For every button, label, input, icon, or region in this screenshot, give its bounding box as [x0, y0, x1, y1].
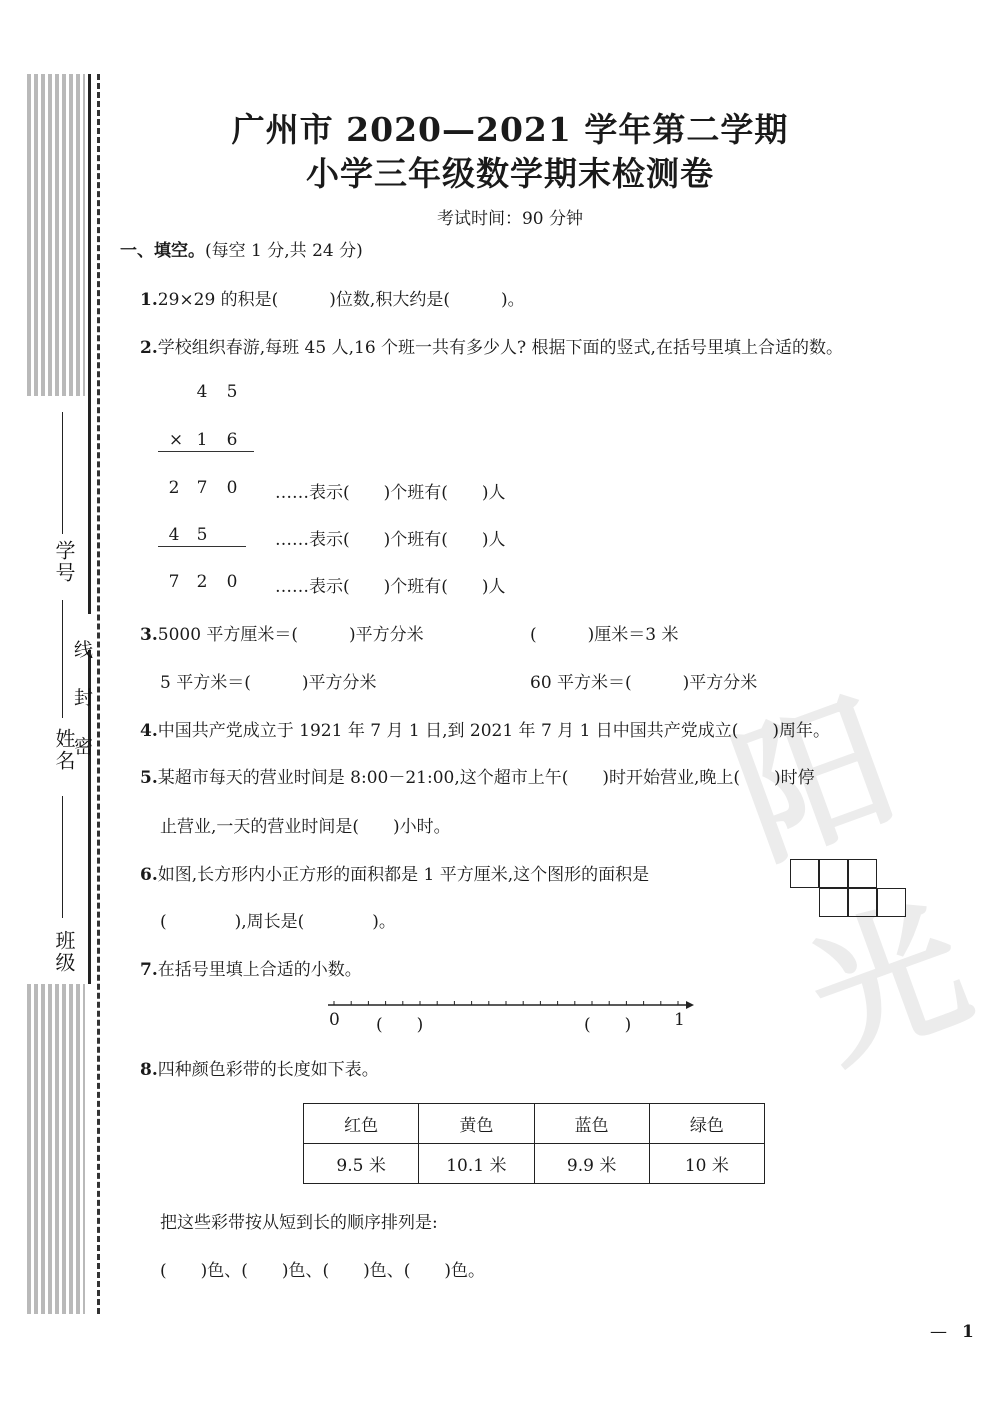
digit: 5 — [196, 525, 208, 545]
question-3c: 5 平方米＝( )平方分米 — [160, 673, 377, 693]
page-number: 1 — [962, 1322, 974, 1342]
unit-square — [790, 859, 819, 888]
digit: 1 — [196, 430, 208, 450]
name-label: 姓名 — [52, 728, 76, 772]
digit: 0 — [226, 572, 238, 592]
table-header-cell: 黄色 — [419, 1104, 534, 1144]
digit: 4 — [168, 525, 180, 545]
question-6-line2: ( ),周长是( )。 — [160, 912, 396, 932]
question-text: 5000 平方厘米＝( )平方分米 — [157, 625, 424, 645]
table-header-row — [304, 1104, 765, 1144]
question-6 — [140, 860, 649, 885]
sum-line — [158, 546, 246, 547]
unit-square — [819, 859, 848, 888]
student-id-label: 学号 — [52, 540, 76, 584]
question-7 — [140, 955, 362, 980]
unit-square — [848, 888, 877, 917]
exam-time: 考试时间：90 分钟 — [436, 209, 584, 229]
question-number: 2. — [140, 338, 158, 358]
question-text: 中国共产党成立于 1921 年 7 月 1 日,到 2021 年 7 月 1 日中国共产党成立( )周年。 — [157, 721, 831, 741]
question-number: 8. — [140, 1060, 158, 1080]
digit: 4 — [196, 382, 208, 402]
title-line-2: 小学三年级数学期末检测卷 — [306, 154, 714, 193]
table-cell: 9.5 米 — [304, 1144, 419, 1184]
explain-line: ……表示( )个班有( )人 — [275, 577, 506, 597]
number-line-label-end: 1 — [674, 1010, 685, 1030]
table-header-cell: 蓝色 — [534, 1104, 649, 1144]
table-header-cell: 绿色 — [649, 1104, 764, 1144]
name-underline — [62, 600, 63, 718]
unit-square — [877, 888, 906, 917]
digit: 2 — [168, 478, 180, 498]
number-line-ticks — [334, 1001, 678, 1005]
question-number: 3. — [140, 625, 158, 645]
unit-square — [819, 888, 848, 917]
class-label: 班级 — [52, 930, 76, 974]
sum-line — [158, 451, 254, 452]
table-cell: 10 米 — [649, 1144, 764, 1184]
footer-dash: — — [930, 1322, 947, 1342]
table-header-cell: 红色 — [304, 1104, 419, 1144]
question-number: 1. — [140, 290, 158, 310]
unit-square — [848, 859, 877, 888]
question-number: 4. — [140, 721, 158, 741]
number-line-label-start: 0 — [329, 1010, 340, 1030]
question-number: 6. — [140, 865, 158, 885]
question-5-line2: 止营业,一天的营业时间是( )小时。 — [160, 817, 451, 837]
binding-dashed-line — [97, 74, 100, 1314]
watermark: 阳光 — [715, 673, 990, 1092]
question-8 — [140, 1055, 379, 1080]
question-number: 5. — [140, 768, 158, 788]
explain-line: ……表示( )个班有( )人 — [275, 530, 506, 550]
section-heading-text: 一、填空。 — [120, 241, 205, 261]
question-number: 7. — [140, 960, 158, 980]
title-line-1: 广州市 2020—2021 学年第二学期 — [231, 110, 789, 149]
digit: 5 — [226, 382, 238, 402]
question-4 — [140, 716, 830, 741]
digit: 2 — [196, 572, 208, 592]
number-line-blank-2: ( ) — [584, 1015, 632, 1035]
digit: 7 — [196, 478, 208, 498]
question-text: 29×29 的积是( )位数,积大约是( )。 — [157, 290, 525, 310]
section-heading — [120, 236, 363, 261]
number-line-blank-1: ( ) — [376, 1015, 424, 1035]
section-score-note: (每空 1 分,共 24 分) — [205, 241, 363, 261]
seal-char-line: 线 — [74, 639, 94, 661]
question-text: 如图,长方形内小正方形的面积都是 1 平方厘米,这个图形的面积是 — [157, 865, 650, 885]
ribbon-length-table — [303, 1103, 765, 1184]
question-3b: ( )厘米＝3 米 — [530, 625, 679, 645]
explain-line: ……表示( )个班有( )人 — [275, 483, 506, 503]
question-8-answer: ( )色、( )色、( )色、( )色。 — [160, 1261, 486, 1281]
question-text: 在括号里填上合适的小数。 — [157, 960, 362, 980]
question-text: 某超市每天的营业时间是 8:00－21:00,这个超市上午( )时开始营业,晚上( )时停 — [157, 768, 815, 788]
table-row — [304, 1144, 765, 1184]
table-cell: 9.9 米 — [534, 1144, 649, 1184]
digit: 6 — [226, 430, 238, 450]
seal-char-mi: 密 — [74, 736, 94, 758]
question-3d: 60 平方米＝( )平方分米 — [530, 673, 758, 693]
table-cell: 10.1 米 — [419, 1144, 534, 1184]
student-id-underline — [62, 412, 63, 534]
question-text: 学校组织春游,每班 45 人,16 个班一共有多少人? 根据下面的竖式,在括号里填上合适的数。 — [157, 338, 843, 358]
digit: 7 — [168, 572, 180, 592]
number-line-arrow — [686, 1001, 694, 1009]
class-underline — [62, 796, 63, 918]
multiply-sign: × — [168, 430, 184, 450]
question-1 — [140, 285, 525, 310]
question-text: 四种颜色彩带的长度如下表。 — [157, 1060, 379, 1080]
seal-char-feng: 封 — [74, 687, 94, 709]
digit: 0 — [226, 478, 238, 498]
question-5 — [140, 763, 815, 788]
question-2 — [140, 333, 843, 358]
question-3a — [140, 620, 424, 645]
question-8-prompt: 把这些彩带按从短到长的顺序排列是: — [160, 1213, 438, 1233]
binding-stripes-bottom — [27, 984, 85, 1314]
